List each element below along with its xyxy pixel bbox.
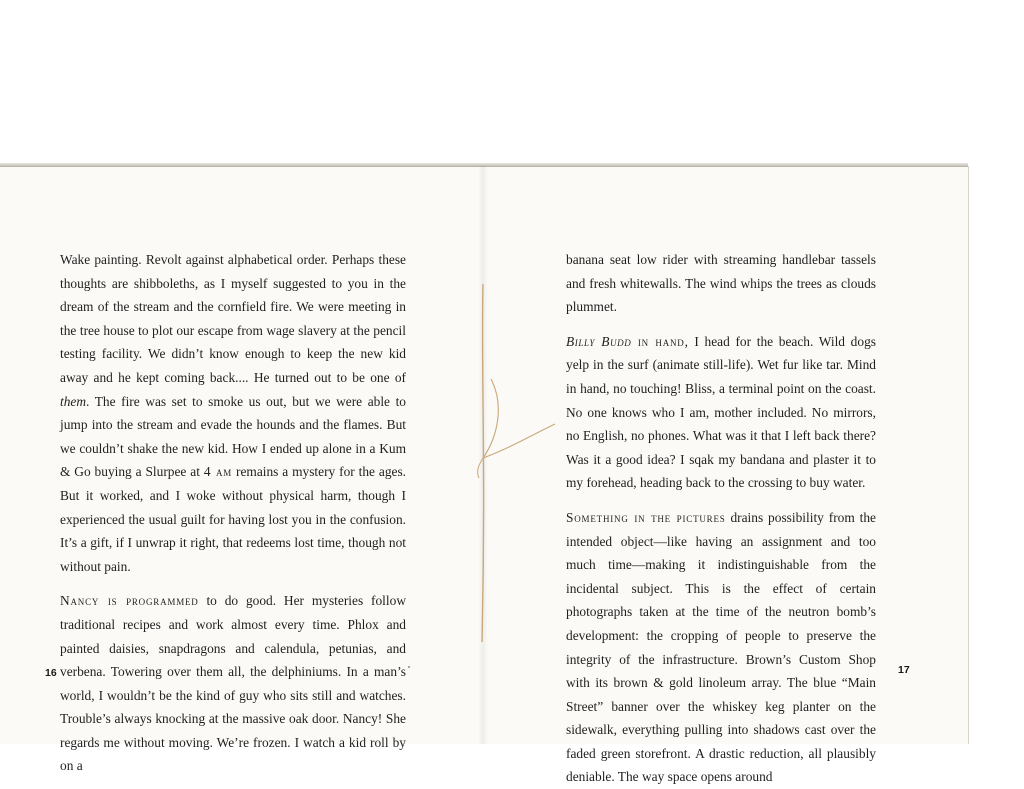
left-page-text xyxy=(60,248,406,778)
page-number-right: 17 xyxy=(898,664,910,676)
book-spread xyxy=(0,166,968,785)
right-paragraph-3: Something in the pictures drains possibility from the intended object—like having an assignment and too much time—making it indistinguishable from the incidental subject. This is the effect of certain photographs taken at the time of the neutron bomb’s development: the cropping of people to preserve the integrity of the infrastructure. Brown’s Custom Shop with its brown & gold linoleum array. The blue “Main Street” banner over the whiskey keg planter on the sidewalk, everything pulling into shadows cast over the faded green storefront. A drastic reduction, all plausibly deniable. The way space opens around xyxy=(566,509,877,785)
right-paragraph-2: Billy Budd in hand, I head for the beach. Wild dogs yelp in the surf (animate still-life). Wet fur like tar. Mind in hand, no touching! Bliss, a terminal point on the coast. No one knows who I am, mother included. No mirrors, no English, no phones. What was it that I left back there? Was it a good idea? I sqak my bandana and plaster it to my forehead, heading back to the crossing to buy water. xyxy=(566,333,876,491)
dust-speck xyxy=(408,666,410,668)
page-number-left: 16 xyxy=(45,667,57,679)
right-paragraph-1: banana seat low rider with streaming handlebar tassels and fresh whitewalls. The wind whips the trees as clouds plummet. xyxy=(566,252,876,315)
thread-tail-strand xyxy=(483,424,555,458)
thread-knot xyxy=(478,458,483,478)
right-page-text xyxy=(566,248,876,789)
left-paragraph-2: Nancy is programmed to do good. Her mysteries follow traditional recipes and work almost every time. Phlox and painted daisies, snapdragons and calendula, petunias, and verbena. Towering over them all, the delphiniums. In a man’s world, I wouldn’t be the kind of guy who sits still and watches. Trouble’s always knocking at the massive oak door. Nancy! She regards me without moving. We’re frozen. I watch a kid roll by on a xyxy=(60,593,406,774)
thread-main-strand xyxy=(482,284,484,642)
left-paragraph-1: Wake painting. Revolt against alphabetical order. Perhaps these thoughts are shibboleths, as I myself suggested to you in the dream of the stream and the cornfield fire. We were meeting in the tree house to plot our escape from wage slavery at the pencil testing facility. We didn’t know enough to keep the new kid away and he kept coming back.... He turned out to be one of them. The fire was set to smoke us out, but we were able to jump into the stream and evade the hounds and the flames. But we couldn’t shake the new kid. How I ended up alone in a Kum & Go buying a Slurpee at 4 am remains a mystery for the ages. But it worked, and I woke without physical harm, though I experienced the usual guilt for having lost you in the confusion. It’s a gift, if I unwrap it right, that redeems lost time, though not without pain. xyxy=(60,252,407,574)
thread-loop-strand xyxy=(483,379,498,458)
